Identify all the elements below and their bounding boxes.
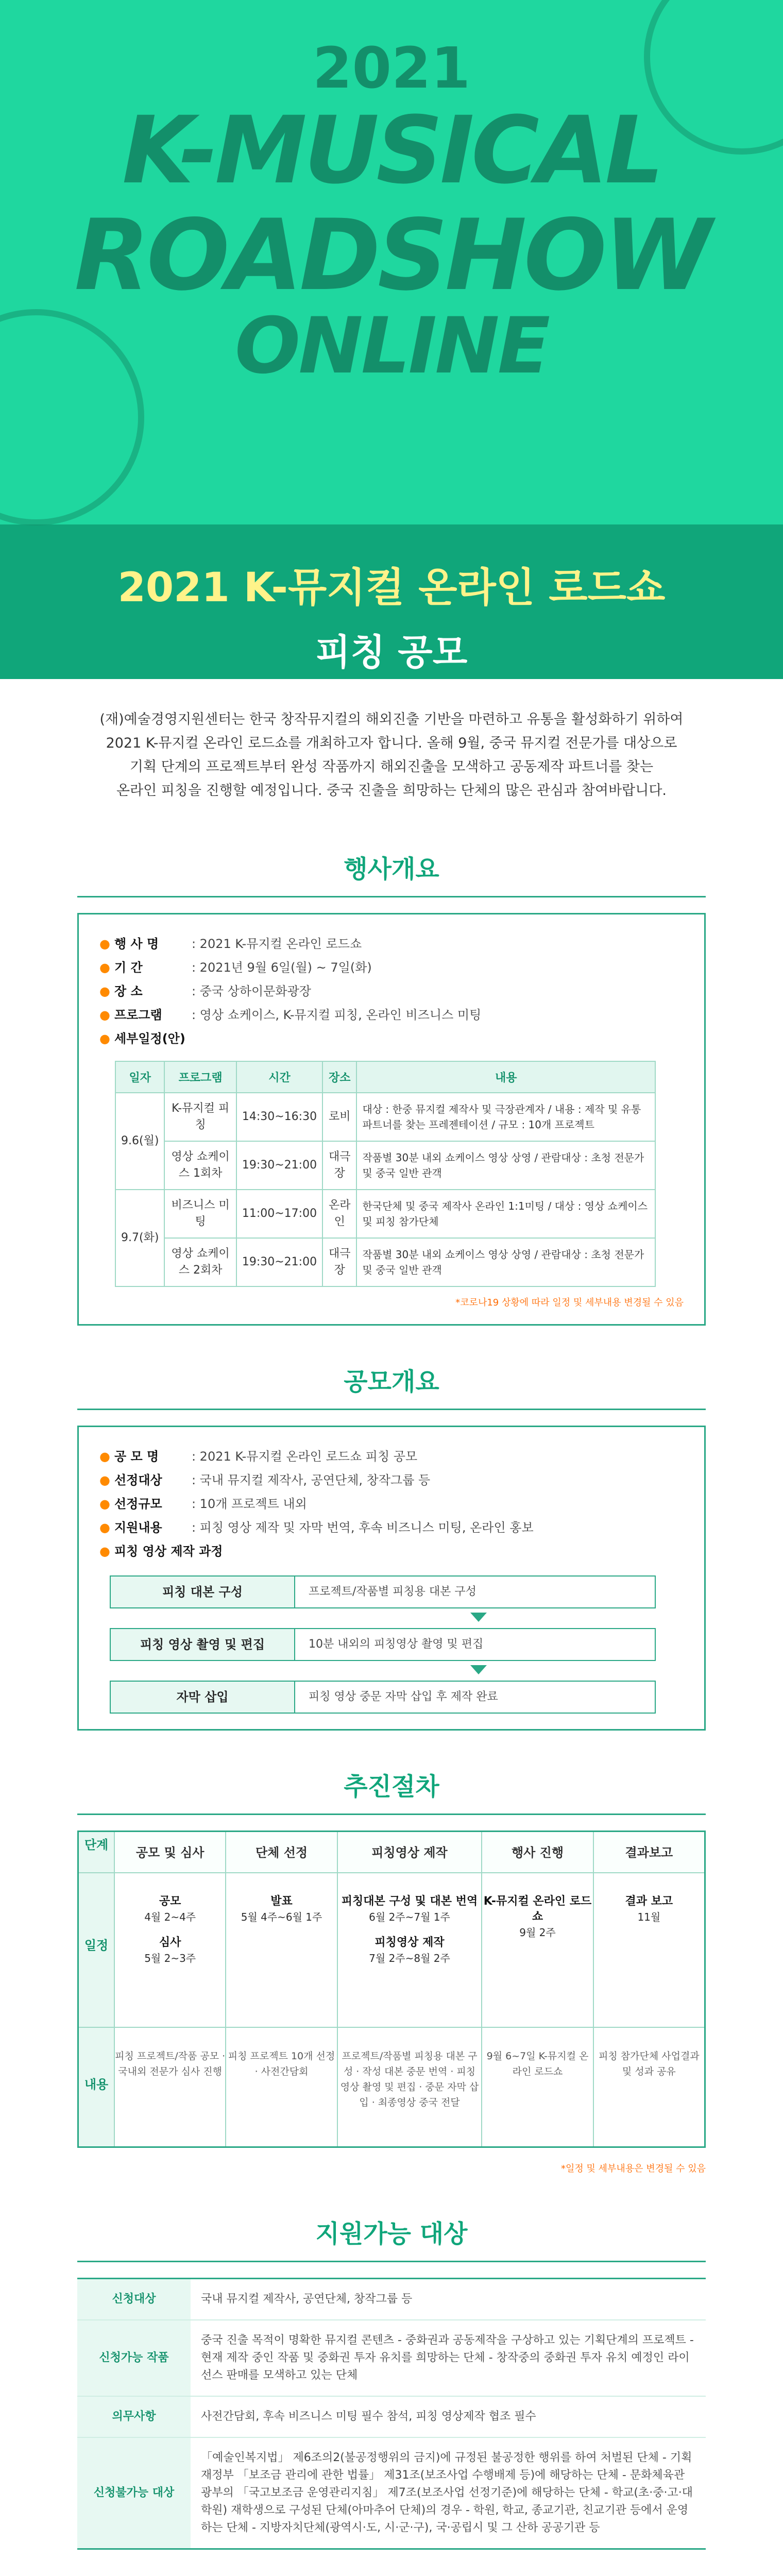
intro-line: 2021 K-뮤지컬 온라인 로드쇼를 개최하고자 합니다. 올해 9월, 중국 뮤지컬 전문가를 대상으로	[106, 735, 677, 751]
schedule-title: 공모	[159, 1895, 181, 1908]
overview-box	[77, 913, 706, 1326]
section-heading-eligibility: 지원가능 대상	[315, 2219, 468, 2248]
page-subtitle: 피칭 공모	[315, 631, 468, 673]
flow-step-schedule	[482, 1873, 592, 2028]
row-label: 의무사항	[77, 2396, 191, 2437]
table-row	[77, 2437, 706, 2549]
process-step-desc: 프로젝트/작품별 피칭용 대본 구성	[295, 1575, 656, 1608]
section-divider	[77, 1814, 706, 1815]
recruit-value: : 2021 K-뮤지컬 온라인 로드쇼 피칭 공모	[191, 1449, 418, 1464]
cell-time: 11:00~17:00	[236, 1190, 322, 1238]
schedule-date: 11월	[637, 1911, 661, 1923]
flow-step	[594, 1832, 704, 2146]
flow-step-title: 행사 진행	[482, 1832, 592, 1873]
row-label: 신청대상	[77, 2279, 191, 2320]
bullet-icon: ●	[99, 1008, 110, 1022]
table-row	[77, 2279, 706, 2320]
section-heading-procedure: 추진절차	[344, 1772, 439, 1801]
arrow-down-icon	[470, 1665, 487, 1674]
schedule-date: 6월 2주~7월 1주	[369, 1911, 450, 1923]
flow-label-content: 내용	[84, 2077, 109, 2092]
schedule-title: 피칭영상 제작	[375, 1936, 445, 1949]
recruit-item	[99, 1445, 684, 1468]
flow-step-title: 피칭영상 제작	[338, 1832, 482, 1873]
recruit-key: 지원내용	[114, 1520, 162, 1535]
schedule-table	[115, 1061, 656, 1287]
hero-year: 2021	[312, 35, 471, 101]
process-step-desc: 10분 내외의 피칭영상 촬영 및 편집	[295, 1628, 656, 1661]
overview-item	[99, 1027, 684, 1050]
overview-key: 프로그램	[114, 1008, 162, 1022]
flow-step	[226, 1832, 337, 2146]
flow-step-content: 피칭 참가단체 사업결과 및 성과 공유	[599, 2050, 700, 2077]
overview-item	[99, 1003, 684, 1027]
recruit-key: 피칭 영상 제작 과정	[114, 1544, 223, 1558]
row-value: 중국 진출 목적이 명확한 뮤지컬 콘텐츠 - 중화권과 공동제작을 구상하고 있는 기획단계의 프로젝트 - 현재 제작 중인 작품 및 중화권 투자 유치를 희망하는 단체 - 창작중의 중화권 투자 유치 예정인 라이선스 판매를 모색하고 있는 단체	[191, 2320, 706, 2396]
recruit-key: 공 모 명	[114, 1449, 159, 1464]
schedule-title: K-뮤지컬 온라인 로드쇼	[483, 1895, 592, 1923]
table-header: 장소	[322, 1061, 356, 1093]
overview-value: : 중국 상하이문화광장	[191, 984, 311, 998]
cell-place: 대극장	[322, 1141, 356, 1190]
flow-step-title: 단체 선정	[226, 1832, 336, 1873]
bullet-icon: ●	[99, 937, 110, 951]
row-label: 신청가능 작품	[77, 2320, 191, 2396]
table-row	[77, 2320, 706, 2396]
process-step-desc: 피칭 영상 중문 자막 삽입 후 제작 완료	[295, 1681, 656, 1714]
bullet-icon: ●	[99, 1520, 110, 1535]
row-value: 사전간담회, 후속 비즈니스 미팅 필수 참석, 피칭 영상제작 협조 필수	[191, 2396, 706, 2437]
table-row	[77, 2396, 706, 2437]
row-value: 「예술인복지법」 제6조의2(불공정행위의 금지)에 규정된 불공정한 행위를 하여 처벌된 단체 - 기획재정부 「보조금 관리에 관한 법률」 제31조(보조사업 수행배제 등)에 해당하는 단체 - 문화체육관광부의 「국고보조금 운영관리지침」 제7조(보조사업 선정기준)에 해당하는 단체 - 학교(초·중·고·대학원) 재학생으로 구성된 단체(아마추어 단체)의 경우 - 학원, 학교, 종교기관, 친교기관 등에서 운영하는 단체 - 지방자치단체(광역시·도, 시·군·구), 국·공립시 및 그 산하 공공기관 등	[191, 2437, 706, 2549]
process-step-title: 피칭 대본 구성	[110, 1575, 295, 1608]
flow-step-schedule	[594, 1873, 704, 2028]
hero-banner	[0, 0, 783, 524]
recruit-item	[99, 1516, 684, 1539]
cell-program: 영상 쇼케이스 1회차	[164, 1141, 236, 1190]
bullet-icon: ●	[99, 1031, 110, 1046]
flow-step-schedule	[338, 1873, 482, 2028]
schedule-date: 5월 4주~6월 1주	[241, 1911, 322, 1923]
flow-step-content: 피칭 프로젝트/작품 공모 · 국내외 전문가 심사 진행	[115, 2050, 226, 2077]
table-row	[115, 1190, 655, 1238]
schedule-title: 심사	[159, 1936, 181, 1949]
schedule-title: 피칭대본 구성 및 대본 번역	[341, 1895, 478, 1908]
overview-item	[99, 932, 684, 956]
flow-step-content: 프로젝트/작품별 피칭용 대본 구성 · 작성 대본 중문 번역 · 피칭 영상 촬영 및 편집 · 중문 자막 삽입 · 최종영상 중국 전달	[340, 2050, 479, 2108]
overview-item	[99, 956, 684, 979]
section-divider	[77, 896, 706, 897]
flow-label-stage: 단계	[79, 1832, 114, 1873]
overview-key: 세부일정(안)	[114, 1031, 185, 1046]
section-divider	[77, 1409, 706, 1410]
recruit-box	[77, 1426, 706, 1731]
cell-time: 14:30~16:30	[236, 1093, 322, 1141]
cell-date: 9.6(월)	[115, 1093, 164, 1190]
cell-date: 9.7(화)	[115, 1190, 164, 1286]
overview-key: 장 소	[114, 984, 143, 998]
flow-step	[482, 1832, 593, 2146]
cell-detail: 대상 : 한중 뮤지컬 제작사 및 극장관계자 / 내용 : 제작 및 유통 파트너를 찾는 프레젠테이션 / 규모 : 10개 프로젝트	[356, 1093, 655, 1141]
table-header: 일자	[115, 1061, 164, 1093]
intro-line: 온라인 피칭을 진행할 예정입니다. 중국 진출을 희망하는 단체의 많은 관심과 참여바랍니다.	[116, 783, 667, 799]
schedule-title: 발표	[270, 1895, 293, 1908]
procedure-note: *일정 및 세부내용은 변경될 수 있음	[560, 2163, 706, 2174]
flow-step-title: 공모 및 심사	[115, 1832, 225, 1873]
bullet-icon: ●	[99, 1473, 110, 1487]
intro-line: (재)예술경영지원센터는 한국 창작뮤지컬의 해외진출 기반을 마련하고 유통을 활성화하기 위하여	[99, 711, 684, 727]
table-row	[115, 1238, 655, 1286]
arrow-down-icon	[470, 1613, 487, 1622]
recruit-item	[99, 1539, 684, 1563]
eligibility-table	[77, 2278, 706, 2550]
cell-program: 비즈니스 미팅	[164, 1190, 236, 1238]
overview-value: : 2021년 9월 6일(월) ~ 7일(화)	[191, 960, 372, 975]
row-value: 국내 뮤지컬 제작사, 공연단체, 창작그룹 등	[191, 2279, 706, 2320]
schedule-date: 4월 2~4주	[144, 1911, 196, 1923]
overview-key: 기 간	[114, 960, 143, 975]
flow-step-content: 피칭 프로젝트 10개 선정 · 사전간담회	[228, 2050, 335, 2077]
recruit-item	[99, 1468, 684, 1492]
process-step	[110, 1681, 684, 1714]
table-header: 프로그램	[164, 1061, 236, 1093]
cell-time: 19:30~21:00	[236, 1238, 322, 1286]
overview-key: 행 사 명	[114, 937, 159, 951]
table-header: 내용	[356, 1061, 655, 1093]
row-label: 신청불가능 대상	[77, 2437, 191, 2549]
procedure-flow	[77, 1831, 706, 2148]
bullet-icon: ●	[99, 1449, 110, 1464]
overview-value: : 영상 쇼케이스, K-뮤지컬 피칭, 온라인 비즈니스 미팅	[191, 1008, 482, 1022]
pitch-process	[110, 1575, 684, 1714]
hero-logo-line2: ROADSHOW	[74, 198, 709, 312]
flow-step	[115, 1832, 226, 2146]
flow-label-schedule: 일정	[79, 1873, 114, 2028]
overview-item	[99, 979, 684, 1003]
bullet-icon: ●	[99, 984, 110, 998]
flow-side-labels	[79, 1832, 115, 2146]
schedule-title: 결과 보고	[625, 1895, 673, 1908]
recruit-key: 선정대상	[114, 1473, 162, 1487]
hero-logo-line1: K-MUSICAL	[122, 97, 661, 205]
cell-detail: 한국단체 및 중국 제작사 온라인 1:1미팅 / 대상 : 영상 쇼케이스 및 피칭 참가단체	[356, 1190, 655, 1238]
schedule-note: *코로나19 상황에 따라 일정 및 세부내용 변경될 수 있음	[455, 1297, 684, 1308]
cell-program: 영상 쇼케이스 2회차	[164, 1238, 236, 1286]
schedule-date: 7월 2주~8월 2주	[369, 1952, 450, 1964]
cell-detail: 작품별 30분 내외 쇼케이스 영상 상영 / 관람대상 : 초청 전문가 및 중국 일반 관객	[356, 1238, 655, 1286]
bullet-icon: ●	[99, 960, 110, 975]
recruit-value: : 10개 프로젝트 내외	[191, 1497, 307, 1511]
cell-time: 19:30~21:00	[236, 1141, 322, 1190]
process-step-title: 피칭 영상 촬영 및 편집	[110, 1628, 295, 1661]
flow-step-schedule	[226, 1873, 336, 2028]
recruit-key: 선정규모	[114, 1497, 162, 1511]
process-step-title: 자막 삽입	[110, 1681, 295, 1714]
section-heading-recruit: 공모개요	[344, 1367, 439, 1396]
cell-program: K-뮤지컬 피칭	[164, 1093, 236, 1141]
cell-place: 로비	[322, 1093, 356, 1141]
cell-detail: 작품별 30분 내외 쇼케이스 영상 상영 / 관람대상 : 초청 전문가 및 중국 일반 관객	[356, 1141, 655, 1190]
cell-place: 온라인	[322, 1190, 356, 1238]
intro-line: 기획 단계의 프로젝트부터 완성 작품까지 해외진출을 모색하고 공동제작 파트너를 찾는	[129, 759, 654, 775]
schedule-date: 9월 2주	[519, 1926, 556, 1939]
flow-step-content: 9월 6~7일 K-뮤지컬 온라인 로드쇼	[486, 2050, 589, 2077]
process-step	[110, 1628, 684, 1661]
recruit-item	[99, 1492, 684, 1516]
cell-place: 대극장	[322, 1238, 356, 1286]
flow-step-schedule	[115, 1873, 225, 2028]
section-heading-overview: 행사개요	[344, 855, 439, 884]
table-row	[115, 1141, 655, 1190]
title-bar	[0, 524, 783, 679]
schedule-date: 5월 2~3주	[144, 1952, 196, 1964]
bullet-icon: ●	[99, 1544, 110, 1558]
table-row	[115, 1093, 655, 1141]
table-header: 시간	[236, 1061, 322, 1093]
page-title: 2021 K-뮤지컬 온라인 로드쇼	[117, 565, 666, 611]
recruit-value: : 피칭 영상 제작 및 자막 번역, 후속 비즈니스 미팅, 온라인 홍보	[191, 1520, 534, 1535]
intro-text	[0, 679, 783, 828]
hero-logo-line3: ONLINE	[234, 301, 549, 391]
process-step	[110, 1575, 684, 1608]
flow-step	[338, 1832, 483, 2146]
bullet-icon: ●	[99, 1497, 110, 1511]
overview-value: : 2021 K-뮤지컬 온라인 로드쇼	[191, 937, 362, 951]
recruit-value: : 국내 뮤지컬 제작사, 공연단체, 창작그룹 등	[191, 1473, 431, 1487]
section-divider	[77, 2261, 706, 2262]
flow-step-title: 결과보고	[594, 1832, 704, 1873]
